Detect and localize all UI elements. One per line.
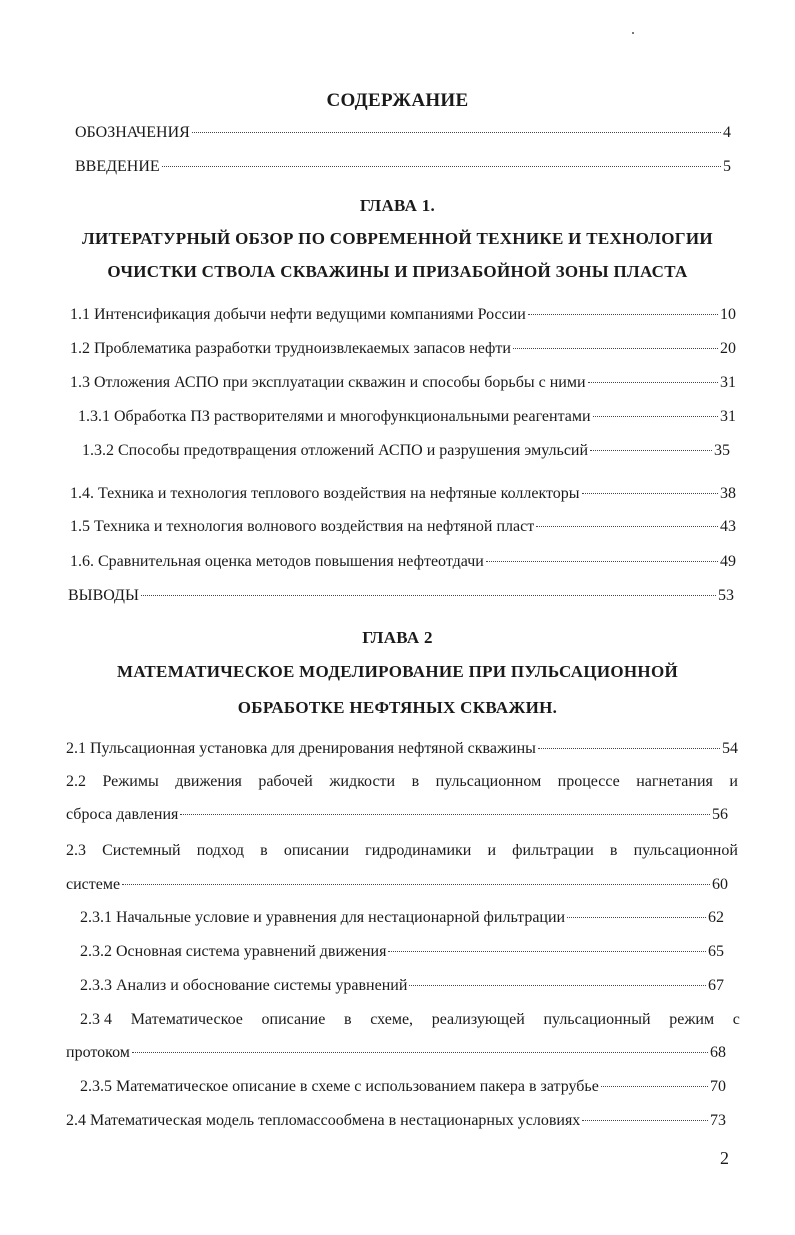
dot-leader <box>536 526 718 527</box>
toc-entry-title: 1.3.1 Обработка ПЗ растворителями и многофункциональными реагентами <box>78 408 591 425</box>
dot-leader <box>388 951 706 952</box>
toc-entry-title: 1.2 Проблематика разработки трудноизвлекаемых запасов нефти <box>70 340 511 357</box>
dot-leader <box>409 985 706 986</box>
toc-entry-page: 38 <box>720 485 736 502</box>
toc-entry-page: 43 <box>720 518 736 535</box>
toc-entry-page: 67 <box>708 977 724 994</box>
toc-entry <box>70 553 736 571</box>
word: гидродинамики <box>365 842 472 859</box>
scan-speck <box>632 32 634 34</box>
page-number: 2 <box>720 1148 729 1168</box>
word: фильтрации <box>512 842 594 859</box>
dot-leader <box>122 884 710 885</box>
toc-entry-title: 2.4 Математическая модель тепломассообмена в нестационарных условиях <box>66 1112 581 1129</box>
dot-leader <box>590 450 712 451</box>
toc-entry <box>80 977 724 995</box>
dot-leader <box>582 1120 708 1121</box>
toc-entry <box>82 442 730 460</box>
word: рабочей <box>258 773 313 790</box>
word: 2.3 4 <box>80 1011 112 1028</box>
toc-entry-page: 5 <box>723 158 731 175</box>
toc-entry <box>78 408 736 426</box>
word: в <box>411 773 420 790</box>
word: жидкости <box>329 773 396 790</box>
toc-entry-page: 20 <box>720 340 736 357</box>
chapter2-title-line1: МАТЕМАТИЧЕСКОЕ МОДЕЛИРОВАНИЕ ПРИ ПУЛЬСАЦИОННОЙ <box>116 662 678 681</box>
toc-entry-page: 4 <box>723 124 731 141</box>
word: и <box>729 773 738 790</box>
toc-entry-wrapped-line <box>80 1011 740 1029</box>
toc-entry <box>80 909 724 927</box>
toc-entry-page: 35 <box>714 442 730 459</box>
toc-entry-title: ВВЕДЕНИЕ <box>75 158 160 175</box>
toc-entry-page: 31 <box>720 408 736 425</box>
word: пульсационной <box>633 842 738 859</box>
toc-entry-wrapped-line <box>66 842 738 860</box>
toc-entry <box>66 740 738 758</box>
toc-entry-title: 1.3 Отложения АСПО при эксплуатации скважин и способы борьбы с ними <box>70 374 586 391</box>
toc-entry-page: 56 <box>712 806 728 823</box>
toc-entry-title: 1.3.2 Способы предотвращения отложений АСПО и разрушения эмульсий <box>82 442 589 459</box>
chapter1-label: ГЛАВА 1. <box>359 196 436 215</box>
toc-entry-title: 2.1 Пульсационная установка для дренирования нефтяной скважины <box>66 740 536 757</box>
dot-leader <box>588 382 718 383</box>
toc-entry <box>70 374 736 392</box>
dot-leader <box>162 166 721 167</box>
toc-entry-page: 73 <box>710 1112 726 1129</box>
dot-leader <box>513 348 718 349</box>
word: в <box>260 842 268 859</box>
toc-entry-title: 2.3.3 Анализ и обоснование системы уравнений <box>80 977 408 994</box>
word: описании <box>283 842 350 859</box>
toc-entry-page: 68 <box>710 1044 726 1061</box>
word: пульсационном <box>435 773 542 790</box>
toc-entry <box>66 1044 726 1062</box>
dot-leader <box>141 595 716 596</box>
dot-leader <box>192 132 721 133</box>
word: подход <box>196 842 244 859</box>
word: и <box>487 842 497 859</box>
toc-entry <box>70 485 736 503</box>
toc-entry-title: протоком <box>66 1044 130 1061</box>
toc-entry-page: 60 <box>712 876 728 893</box>
word: режим <box>669 1011 715 1028</box>
dot-leader <box>593 416 718 417</box>
word: в <box>343 1011 352 1028</box>
toc-entry <box>68 587 734 605</box>
dot-leader <box>528 314 718 315</box>
toc-entry-wrapped-line <box>66 773 738 791</box>
toc-entry-title: 1.1 Интенсификация добычи нефти ведущими компаниями России <box>70 306 526 323</box>
toc-entry <box>66 876 728 894</box>
dot-leader <box>601 1086 708 1087</box>
toc-entry-title: 2.3.2 Основная система уравнений движения <box>80 943 387 960</box>
word: Режимы <box>102 773 159 790</box>
contents-title: СОДЕРЖАНИЕ <box>326 90 469 111</box>
dot-leader <box>567 917 706 918</box>
toc-entry-title: 1.6. Сравнительная оценка методов повышения нефтеотдачи <box>70 553 484 570</box>
toc-entry-title: 2.3.5 Математическое описание в схеме с использованием пакера в затрубье <box>80 1078 599 1095</box>
chapter2-label: ГЛАВА 2 <box>362 628 433 647</box>
word: в <box>609 842 618 859</box>
dot-leader <box>132 1052 708 1053</box>
dot-leader <box>486 561 718 562</box>
word: реализующей <box>431 1011 525 1028</box>
toc-entry-title: 2.3.1 Начальные условие и уравнения для нестационарной фильтрации <box>80 909 566 926</box>
toc-entry <box>80 943 724 961</box>
word: 2.3 <box>66 842 86 859</box>
toc-entry <box>66 806 728 824</box>
word: схеме, <box>370 1011 414 1028</box>
toc-entry-page: 54 <box>722 740 738 757</box>
word: процессе <box>557 773 620 790</box>
toc-entry <box>75 124 731 142</box>
word: с <box>732 1011 740 1028</box>
toc-entry-title: ВЫВОДЫ <box>68 587 139 604</box>
toc-entry <box>70 306 736 324</box>
toc-entry-page: 31 <box>720 374 736 391</box>
word: нагнетания <box>636 773 713 790</box>
word: движения <box>175 773 242 790</box>
word: описание <box>261 1011 326 1028</box>
dot-leader <box>180 814 710 815</box>
toc-entry-page: 65 <box>708 943 724 960</box>
toc-entry-page: 53 <box>718 587 734 604</box>
toc-entry-title: 1.4. Техника и технология теплового воздействия на нефтяные коллекторы <box>70 485 580 502</box>
chapter1-title-line1: ЛИТЕРАТУРНЫЙ ОБЗОР ПО СОВРЕМЕННОЙ ТЕХНИКЕ И ТЕХНОЛОГИИ <box>82 229 713 248</box>
toc-entry <box>70 340 736 358</box>
toc-entry <box>70 518 736 536</box>
toc-entry-title: ОБОЗНАЧЕНИЯ <box>75 124 190 141</box>
toc-entry <box>80 1078 726 1096</box>
word: пульсационный <box>543 1011 651 1028</box>
toc-entry-page: 70 <box>710 1078 726 1095</box>
toc-entry <box>75 158 731 176</box>
toc-entry-title: системе <box>66 876 121 893</box>
toc-entry-title: 1.5 Техника и технология волнового воздействия на нефтяной пласт <box>70 518 535 535</box>
chapter1-title-line2: ОЧИСТКИ СТВОЛА СКВАЖИНЫ И ПРИЗАБОЙНОЙ ЗОНЫ ПЛАСТА <box>107 262 688 281</box>
toc-entry-page: 62 <box>708 909 724 926</box>
toc-entry-page: 10 <box>720 306 736 323</box>
toc-entry-page: 49 <box>720 553 736 570</box>
word: 2.2 <box>66 773 86 790</box>
dot-leader <box>538 748 720 749</box>
chapter2-title-line2: ОБРАБОТКЕ НЕФТЯНЫХ СКВАЖИН. <box>237 698 558 717</box>
dot-leader <box>582 493 718 494</box>
toc-entry-title: сброса давления <box>66 806 179 823</box>
word: Математическое <box>130 1011 243 1028</box>
toc-entry <box>66 1112 726 1130</box>
word: Системный <box>102 842 181 859</box>
